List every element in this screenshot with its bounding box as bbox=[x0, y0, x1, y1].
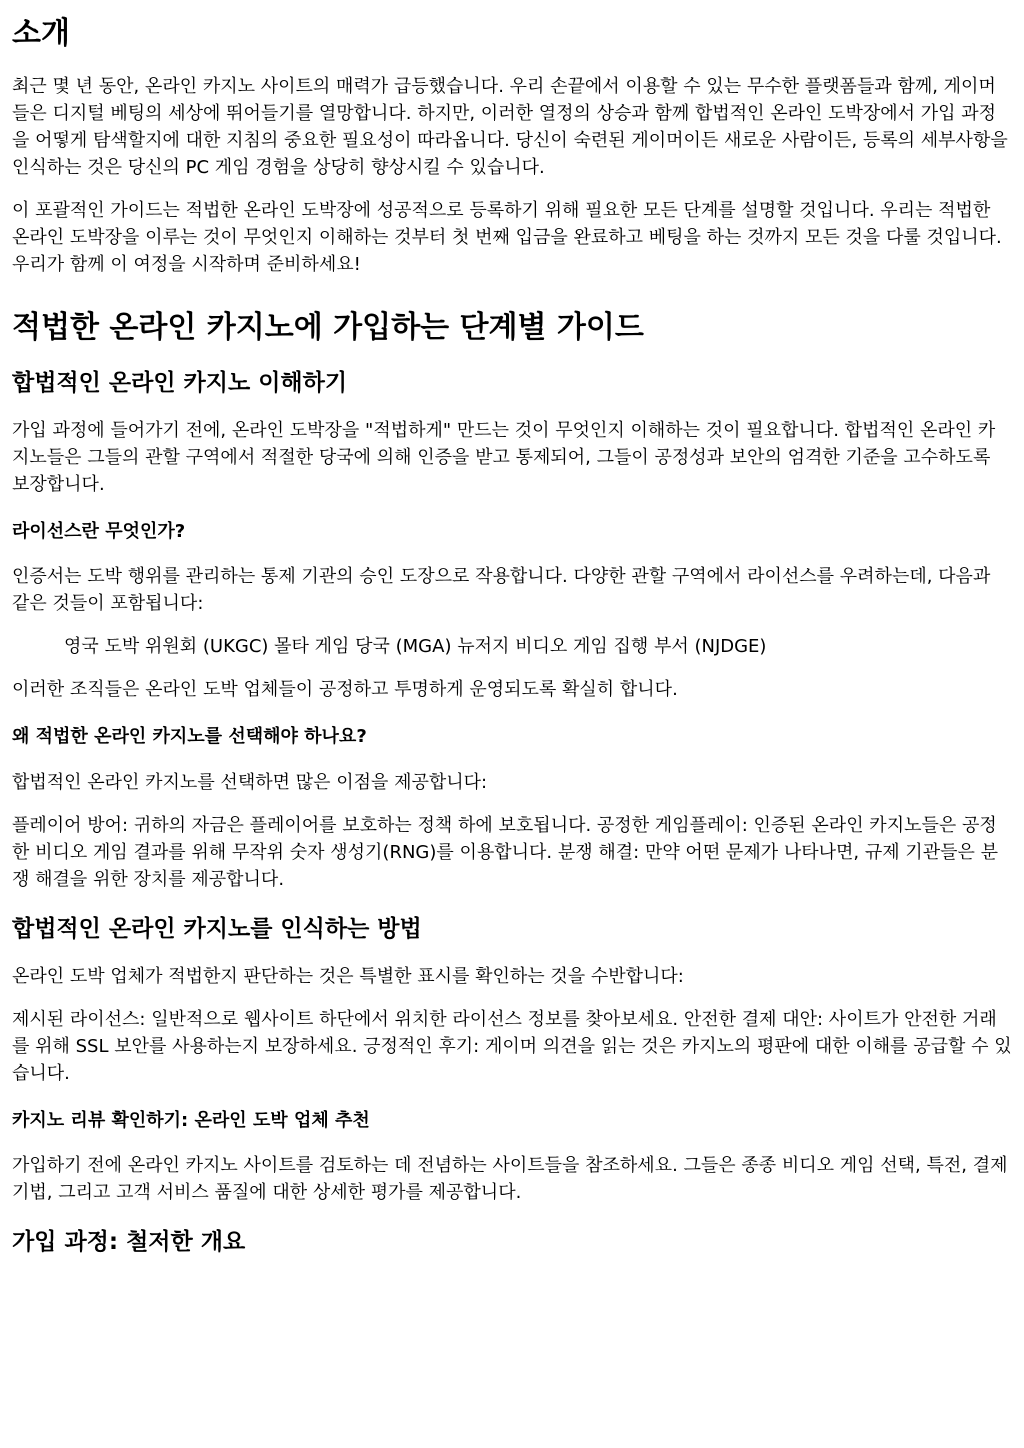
intro-paragraph-2: 이 포괄적인 가이드는 적법한 온라인 도박장에 성공적으로 등록하기 위해 필요한 모든 단계를 설명할 것입니다. 우리는 적법한 온라인 도박장을 이루는 것이 무엇인지 이해하는 것부터 첫 번째 입금을 완료하고 베팅을 하는 것까지 모든 것을 다룰 것입니다. 우리가 함께 이 여정을 시작하며 준비하세요! bbox=[12, 200, 1002, 275]
reviews-heading: 카지노 리뷰 확인하기: 온라인 도박 업체 추천 bbox=[12, 1109, 370, 1131]
reviews-paragraph: 가입하기 전에 온라인 카지노 사이트를 검토하는 데 전념하는 사이트들을 참조하세요. 그들은 종종 비디오 게임 선택, 특전, 결제 기법, 그리고 고객 서비스 품질에 대한 상세한 평가를 제공합니다. bbox=[12, 1154, 1008, 1203]
license-heading: 라이선스란 무엇인가? bbox=[12, 520, 186, 542]
signup-heading: 가입 과정: 철저한 개요 bbox=[12, 1228, 246, 1255]
page-title: 소개 bbox=[12, 16, 70, 51]
understanding-paragraph: 가입 과정에 들어가기 전에, 온라인 도박장을 "적법하게" 만드는 것이 무엇인지 이해하는 것이 필요합니다. 합법적인 온라인 카지노들은 그들의 관할 구역에서 적절한 당국에 의해 인증을 받고 통제되어, 그들이 공정성과 보안의 엄격한 기준을 고수하도록 보장합니다. bbox=[12, 419, 996, 495]
why-paragraph-1: 합법적인 온라인 카지노를 선택하면 많은 이점을 제공합니다: bbox=[12, 771, 488, 793]
recognize-paragraph-1: 온라인 도박 업체가 적법한지 판단하는 것은 특별한 표시를 확인하는 것을 수반합니다: bbox=[12, 965, 684, 987]
license-paragraph-2: 이러한 조직들은 온라인 도박 업체들이 공정하고 투명하게 운영되도록 확실히 합니다. bbox=[12, 679, 678, 701]
why-paragraph-2: 플레이어 방어: 귀하의 자금은 플레이어를 보호하는 정책 하에 보호됩니다. 공정한 게임플레이: 인증된 온라인 카지노들은 공정한 비디오 게임 결과를 위해 무작위 숫자 생성기(RNG)를 이용합니다. 분쟁 해결: 만약 어떤 문제가 나타나면, 규제 기관들은 분쟁 해결을 위한 장치를 제공합니다. bbox=[12, 814, 998, 890]
understanding-heading: 합법적인 온라인 카지노 이해하기 bbox=[12, 370, 348, 396]
license-paragraph-1: 인증서는 도박 행위를 관리하는 통제 기관의 승인 도장으로 작용합니다. 다양한 관할 구역에서 라이선스를 우려하는데, 다음과 같은 것들이 포함됩니다: bbox=[12, 566, 991, 615]
why-heading: 왜 적법한 온라인 카지노를 선택해야 하나요? bbox=[12, 726, 367, 748]
intro-paragraph-1: 최근 몇 년 동안, 온라인 카지노 사이트의 매력가 급등했습니다. 우리 손끝에서 이용할 수 있는 무수한 플랫폼들과 함께, 게이머들은 디지털 베팅의 세상에 뛰어들기를 열망합니다. 하지만, 이러한 열정의 상승과 함께 합법적인 온라인 도박장에서 가입 과정을 어떻게 탐색할지에 대한 지침의 중요한 필요성이 따라옵니다. 당신이 숙련된 게이머이든 새로운 사람이든, 등록의 세부사항을 인식하는 것은 당신의 PC 게임 경험을 상당히 향상시킬 수 있습니다. bbox=[12, 76, 1008, 178]
recognize-paragraph-2: 제시된 라이선스: 일반적으로 웹사이트 하단에서 위치한 라이선스 정보를 찾아보세요. 안전한 결제 대안: 사이트가 안전한 거래를 위해 SSL 보안를 사용하는지 보장하세요. 긍정적인 후기: 게이머 의견을 읽는 것은 카지노의 평판에 대한 이해를 공급할 수 있습니다. bbox=[12, 1008, 1012, 1084]
recognize-heading: 합법적인 온라인 카지노를 인식하는 방법 bbox=[12, 915, 422, 942]
guide-heading: 적법한 온라인 카지노에 가입하는 단계별 가이드 bbox=[12, 310, 644, 345]
license-authorities-list: 영국 도박 위원회 (UKGC) 몰타 게임 당국 (MGA) 뉴저지 비디오 게임 집행 부서 (NJDGE) bbox=[64, 636, 767, 658]
